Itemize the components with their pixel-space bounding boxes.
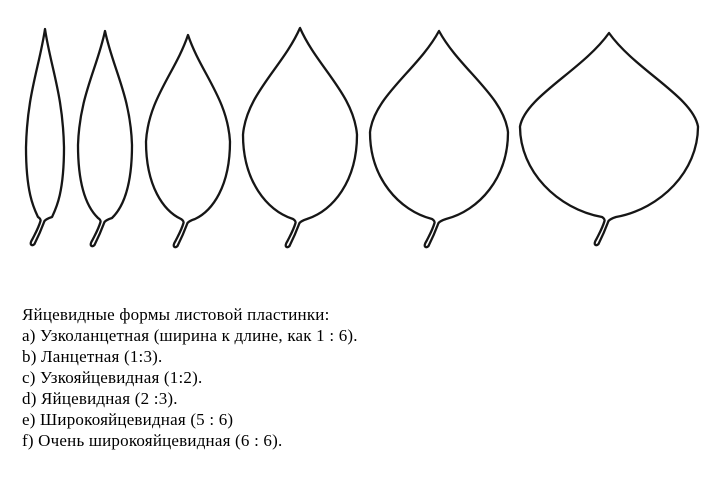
leaf-shape-c: [146, 35, 230, 247]
caption: [22, 304, 702, 451]
caption-line-b: b) Ланцетная (1:3).: [22, 347, 163, 366]
leaf-shape-f: [520, 33, 698, 245]
leaf-shape-a: [26, 29, 64, 245]
caption-line-e: e) Широкояйцевидная (5 : 6): [22, 410, 234, 429]
leaf-shape-d: [243, 28, 357, 247]
leaf-shape-e: [370, 31, 508, 247]
caption-line-c: c) Узкояйцевидная (1:2).: [22, 368, 203, 387]
caption-line-a: a) Узколанцетная (ширина к длине, как 1 : 6).: [22, 326, 358, 345]
caption-line-f: f) Очень широкояйцевидная (6 : 6).: [22, 431, 283, 450]
leaf-shape-b: [78, 31, 132, 246]
caption-line-d: d) Яйцевидная (2 :3).: [22, 389, 178, 408]
caption-title: Яйцевидные формы листовой пластинки:: [22, 305, 330, 324]
